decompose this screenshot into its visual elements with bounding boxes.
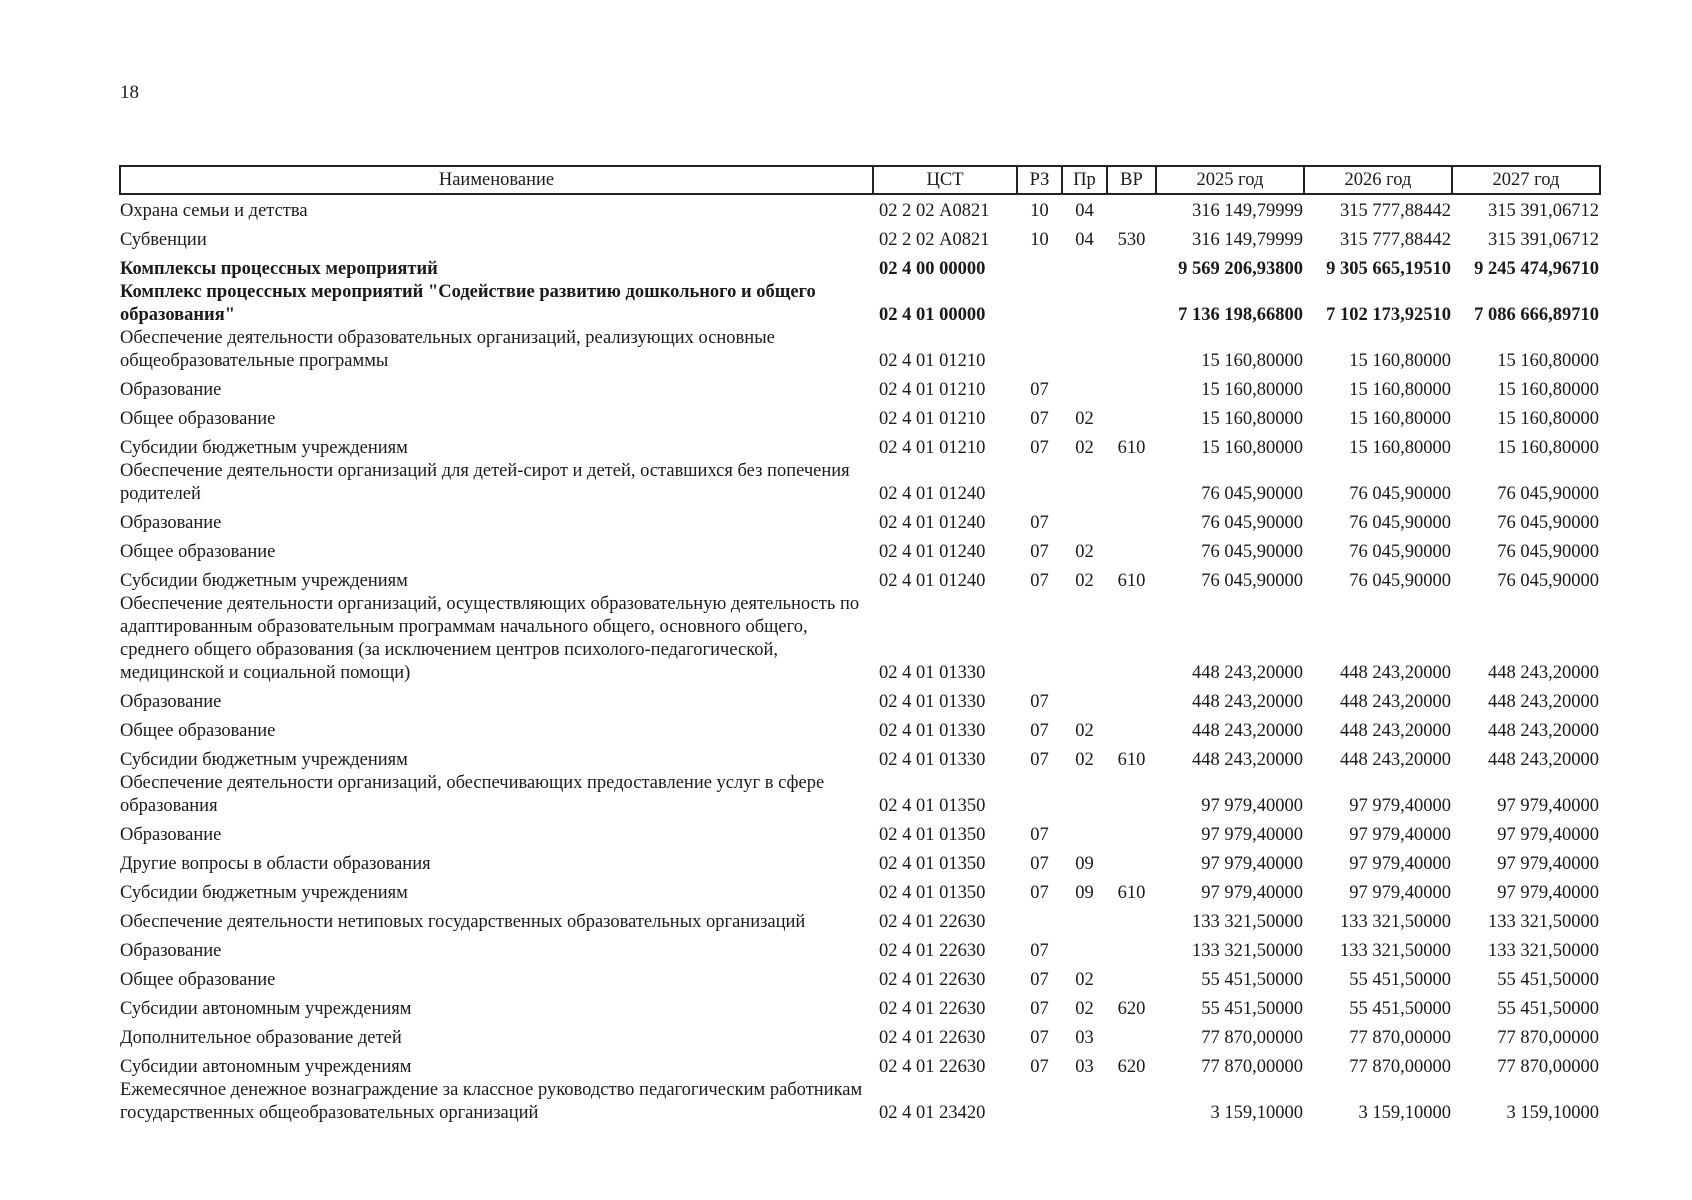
table-row: [120, 743, 1600, 772]
row-name: Субсидии бюджетным учреждениям: [120, 438, 408, 458]
table-row: [120, 876, 1600, 905]
row-name: Обеспечение деятельности образовательных организаций, реализующих основные общеобразовательные программы: [120, 328, 775, 371]
row-pr: 02: [1075, 721, 1094, 741]
row-value-2025: 97 979,40000: [1201, 825, 1303, 845]
row-value-2025: 15 160,80000: [1201, 409, 1303, 429]
row-value-2026: 55 451,50000: [1349, 970, 1451, 990]
row-rz: 10: [1030, 201, 1049, 221]
row-value-2027: 76 045,90000: [1497, 542, 1599, 562]
table-row: [120, 327, 1600, 373]
row-value-2027: 97 979,40000: [1497, 796, 1599, 816]
row-name: Общее образование: [120, 409, 276, 429]
row-vr: [1107, 535, 1156, 564]
row-pr: 02: [1075, 970, 1094, 990]
row-cst: 02 4 01 00000: [879, 305, 986, 325]
row-name: Образование: [120, 941, 222, 961]
row-rz: 07: [1030, 750, 1049, 770]
row-value-2026: 448 243,20000: [1340, 721, 1451, 741]
row-value-2027: 55 451,50000: [1497, 970, 1599, 990]
row-pr: 09: [1075, 854, 1094, 874]
row-value-2027: 448 243,20000: [1488, 692, 1599, 712]
table-row: [120, 818, 1600, 847]
row-name: Комплекс процессных мероприятий "Содействие развитию дошкольного и общего образования": [120, 282, 816, 325]
row-value-2027: 97 979,40000: [1497, 883, 1599, 903]
row-value-2025: 15 160,80000: [1201, 351, 1303, 371]
row-vr: [1107, 402, 1156, 431]
row-value-2026: 55 451,50000: [1349, 999, 1451, 1019]
row-value-2027: 315 391,06712: [1488, 201, 1599, 221]
row-name: Ежемесячное денежное вознаграждение за классное руководство педагогическим работникам государственных общеобразовательных организаций: [120, 1080, 863, 1123]
row-pr: [1062, 818, 1107, 847]
row-vr: [1107, 373, 1156, 402]
row-vr: 610: [1117, 883, 1146, 903]
row-cst: 02 4 01 01210: [879, 409, 986, 429]
row-cst: 02 4 01 01350: [879, 883, 986, 903]
row-cst: 02 4 01 01330: [879, 663, 986, 683]
row-pr: [1062, 460, 1107, 506]
row-value-2027: 448 243,20000: [1488, 721, 1599, 741]
row-cst: 02 4 01 22630: [879, 912, 986, 932]
row-cst: 02 4 01 01350: [879, 796, 986, 816]
row-name: Дополнительное образование детей: [120, 1028, 402, 1048]
table-header: [120, 166, 1600, 194]
row-value-2026: 15 160,80000: [1349, 409, 1451, 429]
row-name: Образование: [120, 380, 222, 400]
row-value-2027: 76 045,90000: [1497, 484, 1599, 504]
row-value-2026: 15 160,80000: [1349, 380, 1451, 400]
row-value-2027: 448 243,20000: [1488, 750, 1599, 770]
row-vr: [1107, 685, 1156, 714]
row-rz: 07: [1030, 542, 1049, 562]
table-row: [120, 281, 1600, 327]
row-vr: 610: [1117, 750, 1146, 770]
row-vr: 620: [1117, 1057, 1146, 1077]
row-pr: 04: [1075, 230, 1094, 250]
row-value-2025: 448 243,20000: [1192, 692, 1303, 712]
row-rz: 07: [1030, 721, 1049, 741]
row-pr: 09: [1075, 883, 1094, 903]
row-pr: [1062, 593, 1107, 685]
row-cst: 02 4 01 01210: [879, 380, 986, 400]
row-vr: [1107, 772, 1156, 818]
row-value-2026: 76 045,90000: [1349, 513, 1451, 533]
row-value-2025: 3 159,10000: [1210, 1103, 1303, 1123]
row-rz: 07: [1030, 438, 1049, 458]
row-name: Общее образование: [120, 721, 276, 741]
row-value-2026: 97 979,40000: [1349, 854, 1451, 874]
row-rz: 07: [1030, 380, 1049, 400]
row-rz: 07: [1030, 513, 1049, 533]
row-value-2026: 15 160,80000: [1349, 438, 1451, 458]
row-cst: 02 4 01 01330: [879, 750, 986, 770]
table-row: [120, 685, 1600, 714]
row-rz: 07: [1030, 970, 1049, 990]
row-value-2027: 76 045,90000: [1497, 513, 1599, 533]
row-name: Образование: [120, 692, 222, 712]
row-pr: [1062, 506, 1107, 535]
row-value-2026: 448 243,20000: [1340, 663, 1451, 683]
table-row: [120, 223, 1600, 252]
row-rz: [1017, 460, 1062, 506]
row-name: Субсидии бюджетным учреждениям: [120, 750, 408, 770]
row-value-2026: 77 870,00000: [1349, 1028, 1451, 1048]
row-value-2027: 7 086 666,89710: [1474, 305, 1599, 325]
table-row: [120, 1021, 1600, 1050]
row-cst: 02 2 02 А0821: [879, 230, 990, 250]
row-value-2026: 97 979,40000: [1349, 825, 1451, 845]
row-value-2025: 7 136 198,66800: [1178, 305, 1303, 325]
header-rz: РЗ: [1017, 166, 1062, 194]
row-pr: [1062, 685, 1107, 714]
row-value-2026: 448 243,20000: [1340, 750, 1451, 770]
row-value-2027: 9 245 474,96710: [1474, 259, 1599, 279]
row-vr: [1107, 460, 1156, 506]
row-value-2027: 15 160,80000: [1497, 409, 1599, 429]
table-row: [120, 431, 1600, 460]
row-value-2027: 97 979,40000: [1497, 825, 1599, 845]
page-number: 18: [120, 82, 139, 103]
row-value-2025: 76 045,90000: [1201, 542, 1303, 562]
row-vr: [1107, 1021, 1156, 1050]
row-rz: 07: [1030, 692, 1049, 712]
row-vr: 610: [1117, 438, 1146, 458]
row-rz: [1017, 252, 1062, 281]
row-value-2027: 76 045,90000: [1497, 571, 1599, 591]
row-cst: 02 4 01 01210: [879, 438, 986, 458]
row-vr: [1107, 905, 1156, 934]
header-2027: 2027 год: [1452, 166, 1600, 194]
row-cst: 02 4 01 01210: [879, 351, 986, 371]
row-value-2025: 77 870,00000: [1201, 1057, 1303, 1077]
table-row: [120, 373, 1600, 402]
row-pr: [1062, 373, 1107, 402]
row-rz: 07: [1030, 409, 1049, 429]
table-row: [120, 847, 1600, 876]
row-value-2025: 76 045,90000: [1201, 484, 1303, 504]
row-value-2027: 133 321,50000: [1488, 912, 1599, 932]
row-name: Субсидии автономным учреждениям: [120, 1057, 412, 1077]
row-name: Субвенции: [120, 230, 207, 250]
row-vr: 530: [1117, 230, 1146, 250]
row-value-2026: 77 870,00000: [1349, 1057, 1451, 1077]
row-cst: 02 4 01 01330: [879, 692, 986, 712]
row-value-2025: 97 979,40000: [1201, 883, 1303, 903]
table-row: [120, 934, 1600, 963]
row-rz: 07: [1030, 1028, 1049, 1048]
row-value-2027: 97 979,40000: [1497, 854, 1599, 874]
row-cst: 02 4 01 01240: [879, 484, 986, 504]
row-cst: 02 4 01 23420: [879, 1103, 986, 1123]
row-cst: 02 4 01 01240: [879, 542, 986, 562]
row-name: Обеспечение деятельности организаций, осуществляющих образовательную деятельность по адаптированным образовательным программам начального общего, основного общего, среднего общего образования (за исключением центров психолого-педагогической, медицинской и социальной помощи): [120, 594, 860, 683]
row-value-2025: 448 243,20000: [1192, 721, 1303, 741]
row-pr: [1062, 1079, 1107, 1125]
row-name: Общее образование: [120, 970, 276, 990]
row-vr: 620: [1117, 999, 1146, 1019]
header-2025: 2025 год: [1156, 166, 1304, 194]
row-vr: [1107, 506, 1156, 535]
row-value-2025: 316 149,79999: [1192, 201, 1303, 221]
row-vr: [1107, 252, 1156, 281]
table-body: [120, 194, 1600, 1125]
table-row: [120, 506, 1600, 535]
row-rz: [1017, 1079, 1062, 1125]
row-pr: [1062, 905, 1107, 934]
row-rz: 10: [1030, 230, 1049, 250]
row-name: Образование: [120, 825, 222, 845]
row-name: Субсидии бюджетным учреждениям: [120, 571, 408, 591]
row-value-2027: 55 451,50000: [1497, 999, 1599, 1019]
table-row: [120, 402, 1600, 431]
row-value-2026: 97 979,40000: [1349, 796, 1451, 816]
row-value-2026: 7 102 173,92510: [1326, 305, 1451, 325]
table-row: [120, 992, 1600, 1021]
row-pr: 02: [1075, 750, 1094, 770]
row-value-2025: 76 045,90000: [1201, 513, 1303, 533]
row-pr: [1062, 252, 1107, 281]
budget-table: [119, 165, 1601, 1125]
row-rz: 07: [1030, 854, 1049, 874]
row-cst: 02 2 02 А0821: [879, 201, 990, 221]
row-value-2027: 15 160,80000: [1497, 438, 1599, 458]
row-pr: 02: [1075, 571, 1094, 591]
row-rz: [1017, 593, 1062, 685]
row-pr: 03: [1075, 1028, 1094, 1048]
header-pr: Пр: [1062, 166, 1107, 194]
row-value-2026: 76 045,90000: [1349, 484, 1451, 504]
row-value-2025: 15 160,80000: [1201, 380, 1303, 400]
row-value-2026: 3 159,10000: [1358, 1103, 1451, 1123]
row-pr: [1062, 281, 1107, 327]
row-value-2027: 77 870,00000: [1497, 1028, 1599, 1048]
row-pr: 03: [1075, 1057, 1094, 1077]
table-row: [120, 564, 1600, 593]
row-cst: 02 4 01 01350: [879, 825, 986, 845]
row-name: Обеспечение деятельности организаций, обеспечивающих предоставление услуг в сфере образования: [120, 773, 825, 816]
row-value-2026: 76 045,90000: [1349, 542, 1451, 562]
table-row: [120, 194, 1600, 223]
row-vr: [1107, 818, 1156, 847]
row-value-2025: 448 243,20000: [1192, 750, 1303, 770]
row-vr: [1107, 963, 1156, 992]
row-value-2025: 133 321,50000: [1192, 912, 1303, 932]
row-cst: 02 4 01 01330: [879, 721, 986, 741]
header-2026: 2026 год: [1304, 166, 1452, 194]
row-name: Общее образование: [120, 542, 276, 562]
row-vr: [1107, 327, 1156, 373]
row-value-2026: 315 777,88442: [1340, 201, 1451, 221]
row-cst: 02 4 01 01350: [879, 854, 986, 874]
row-value-2027: 315 391,06712: [1488, 230, 1599, 250]
row-value-2026: 97 979,40000: [1349, 883, 1451, 903]
row-pr: [1062, 772, 1107, 818]
row-name: Субсидии автономным учреждениям: [120, 999, 412, 1019]
table-row: [120, 535, 1600, 564]
row-pr: 02: [1075, 999, 1094, 1019]
row-rz: 07: [1030, 1057, 1049, 1077]
table-row: [120, 963, 1600, 992]
row-value-2025: 316 149,79999: [1192, 230, 1303, 250]
row-cst: 02 4 00 00000: [879, 259, 986, 279]
row-rz: [1017, 772, 1062, 818]
row-rz: [1017, 327, 1062, 373]
row-vr: [1107, 281, 1156, 327]
row-value-2025: 55 451,50000: [1201, 999, 1303, 1019]
row-value-2025: 15 160,80000: [1201, 438, 1303, 458]
row-name: Комплексы процессных мероприятий: [120, 259, 438, 279]
row-rz: 07: [1030, 571, 1049, 591]
row-name: Обеспечение деятельности организаций для детей-сирот и детей, оставшихся без попечения родителей: [120, 461, 850, 504]
table-row: [120, 1079, 1600, 1125]
row-cst: 02 4 01 22630: [879, 999, 986, 1019]
row-vr: [1107, 714, 1156, 743]
row-cst: 02 4 01 22630: [879, 970, 986, 990]
table-row: [120, 1050, 1600, 1079]
table-row: [120, 252, 1600, 281]
row-cst: 02 4 01 22630: [879, 1028, 986, 1048]
row-cst: 02 4 01 01240: [879, 513, 986, 533]
row-value-2025: 133 321,50000: [1192, 941, 1303, 961]
row-vr: [1107, 194, 1156, 223]
row-cst: 02 4 01 01240: [879, 571, 986, 591]
table-row: [120, 714, 1600, 743]
row-pr: 02: [1075, 438, 1094, 458]
row-pr: [1062, 934, 1107, 963]
row-value-2027: 15 160,80000: [1497, 351, 1599, 371]
row-rz: 07: [1030, 825, 1049, 845]
row-vr: [1107, 1079, 1156, 1125]
row-pr: [1062, 327, 1107, 373]
row-value-2025: 77 870,00000: [1201, 1028, 1303, 1048]
row-value-2027: 15 160,80000: [1497, 380, 1599, 400]
row-name: Другие вопросы в области образования: [120, 854, 431, 874]
row-value-2025: 448 243,20000: [1192, 663, 1303, 683]
row-rz: [1017, 905, 1062, 934]
header-name: Наименование: [120, 166, 873, 194]
row-pr: 02: [1075, 409, 1094, 429]
row-value-2026: 133 321,50000: [1340, 941, 1451, 961]
row-rz: 07: [1030, 941, 1049, 961]
header-vr: ВР: [1107, 166, 1156, 194]
row-rz: 07: [1030, 999, 1049, 1019]
table-row: [120, 905, 1600, 934]
row-value-2027: 77 870,00000: [1497, 1057, 1599, 1077]
row-cst: 02 4 01 22630: [879, 1057, 986, 1077]
row-vr: 610: [1117, 571, 1146, 591]
row-value-2027: 3 159,10000: [1506, 1103, 1599, 1123]
row-name: Субсидии бюджетным учреждениям: [120, 883, 408, 903]
header-cst: ЦСТ: [873, 166, 1017, 194]
row-pr: 02: [1075, 542, 1094, 562]
row-value-2026: 15 160,80000: [1349, 351, 1451, 371]
row-value-2025: 76 045,90000: [1201, 571, 1303, 591]
row-pr: 04: [1075, 201, 1094, 221]
row-value-2026: 133 321,50000: [1340, 912, 1451, 932]
row-value-2025: 97 979,40000: [1201, 854, 1303, 874]
row-rz: [1017, 281, 1062, 327]
row-value-2025: 55 451,50000: [1201, 970, 1303, 990]
row-value-2026: 9 305 665,19510: [1326, 259, 1451, 279]
row-value-2026: 315 777,88442: [1340, 230, 1451, 250]
row-rz: 07: [1030, 883, 1049, 903]
row-vr: [1107, 593, 1156, 685]
row-value-2025: 97 979,40000: [1201, 796, 1303, 816]
table-row: [120, 593, 1600, 685]
row-cst: 02 4 01 22630: [879, 941, 986, 961]
row-name: Образование: [120, 513, 222, 533]
row-value-2027: 133 321,50000: [1488, 941, 1599, 961]
row-value-2025: 9 569 206,93800: [1178, 259, 1303, 279]
row-value-2027: 448 243,20000: [1488, 663, 1599, 683]
row-name: Обеспечение деятельности нетиповых государственных образовательных организаций: [120, 912, 806, 932]
table-row: [120, 772, 1600, 818]
row-vr: [1107, 847, 1156, 876]
table-row: [120, 460, 1600, 506]
row-value-2026: 76 045,90000: [1349, 571, 1451, 591]
row-name: Охрана семьи и детства: [120, 201, 308, 221]
row-vr: [1107, 934, 1156, 963]
row-value-2026: 448 243,20000: [1340, 692, 1451, 712]
